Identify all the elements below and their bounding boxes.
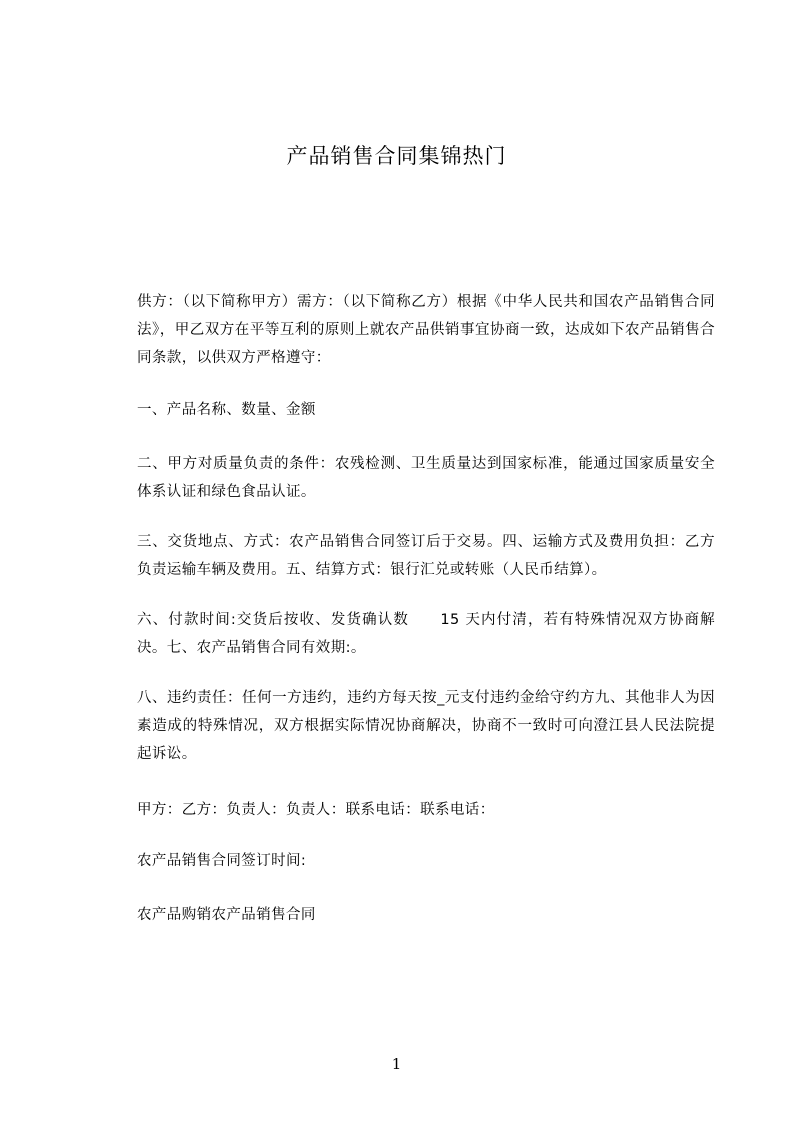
paragraph-parties: [103, 288, 715, 372]
paragraph-product-info: [103, 396, 715, 424]
paragraph-text: 二、甲方对质量负责的条件：农残检测、卫生质量达到国家标准，能通过国家质量安全体系认证和绿色食品认证。: [137, 456, 715, 500]
document-title: 产品销售合同集锦热门: [286, 144, 507, 168]
paragraph-quality: [103, 450, 715, 506]
paragraph-text: 供方：（以下简称甲方）需方：（以下简称乙方）根据《中华人民共和国农产品销售合同法》，甲乙双方在平等互利的原则上就农产品供销事宜协商一致，达成如下农产品销售合同条款，以供双方严格遵守：: [137, 294, 715, 366]
paragraph-signatories: [103, 796, 715, 824]
paragraph-text: 六、付款时间:交货后按收、发货确认数 15 天内付清，若有特殊情况双方协商解决。七、农产品销售合同有效期:。: [137, 612, 715, 656]
paragraph-text: 农产品购销农产品销售合同: [137, 907, 316, 923]
paragraph-text: 八、违约责任：任何一方违约，违约方每天按_元支付违约金给守约方九、其他非人为因素造成的特殊情况，双方根据实际情况协商解决，协商不一致时可向澄江县人民法院提起诉讼。: [137, 690, 715, 762]
paragraph-text: 农产品销售合同签订时间:: [137, 853, 307, 869]
paragraph-text: 一、产品名称、数量、金额: [137, 402, 316, 418]
paragraph-payment: [103, 606, 715, 662]
paragraph-footer-title: [103, 901, 715, 929]
paragraph-liability: [103, 684, 715, 768]
paragraph-text: 三、交货地点、方式：农产品销售合同签订后于交易。四、运输方式及费用负担：乙方负责运输车辆及费用。五、结算方式：银行汇兑或转账（人民币结算）。: [137, 534, 715, 578]
paragraph-delivery: [103, 528, 715, 584]
page-number: 1: [391, 1055, 402, 1073]
paragraph-text: 甲方：乙方：负责人：负责人：联系电话：联系电话：: [137, 802, 495, 818]
paragraph-signing-time: [103, 847, 715, 875]
